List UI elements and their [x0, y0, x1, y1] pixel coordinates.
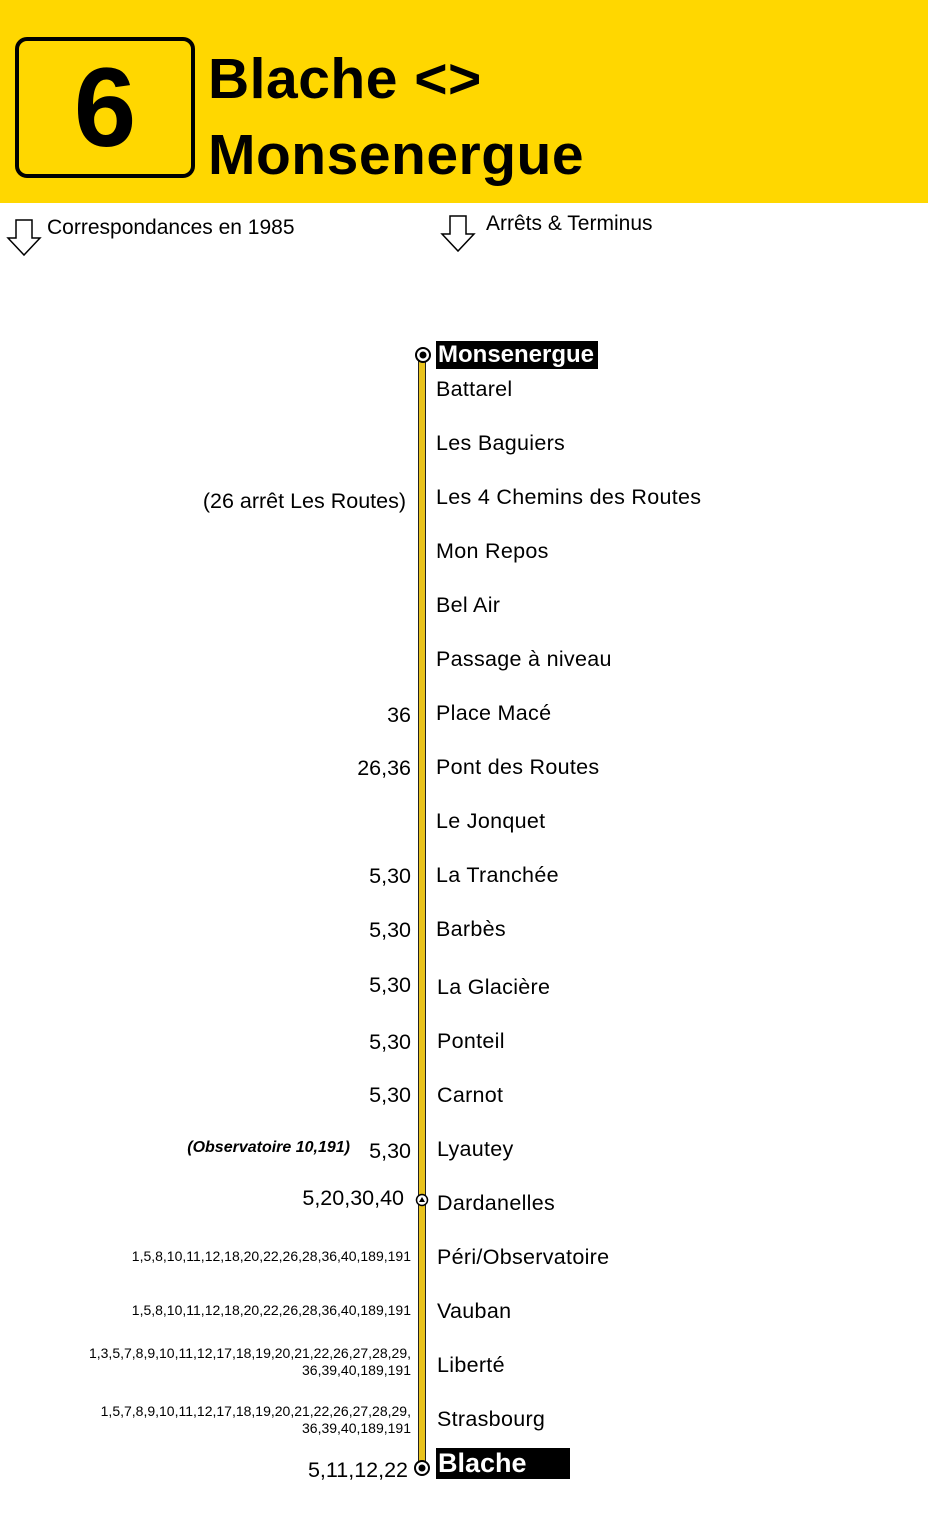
- stop-name: Mon Repos: [436, 539, 549, 563]
- route-line: [418, 354, 426, 1468]
- stop-name: Passage à niveau: [436, 647, 612, 671]
- route-title-line2: Monsenergue: [208, 123, 585, 187]
- stop-name: Dardanelles: [437, 1191, 556, 1215]
- stop-connections: (26 arrêt Les Routes): [202, 489, 406, 513]
- stop-name: Le Jonquet: [436, 809, 546, 833]
- down-arrow-icon: [440, 214, 476, 254]
- route-title-line1: Blache <>: [208, 47, 482, 111]
- stop-connections: 1,5,8,10,11,12,18,20,22,26,28,36,40,189,191: [131, 1302, 411, 1318]
- stop-connections: 26,36: [357, 756, 411, 780]
- hub-marker-icon: [415, 1193, 429, 1207]
- stop-connections: 5,30: [369, 918, 411, 942]
- stop-connections: 36: [387, 703, 411, 727]
- stop-connections: 5,30: [369, 973, 411, 997]
- stop-connections: 1,3,5,7,8,9,10,11,12,17,18,19,20,21,22,26,27,28,29,: [88, 1345, 411, 1361]
- terminus-marker-icon: [414, 346, 432, 364]
- stop-connections: 5,11,12,22: [307, 1458, 408, 1482]
- stop-connections: 5,30: [369, 1083, 411, 1107]
- stop-name: La Glacière: [437, 975, 551, 999]
- stop-connections: 5,30: [369, 1030, 411, 1054]
- terminus-marker-icon: [413, 1459, 431, 1477]
- down-arrow-icon: [6, 218, 42, 258]
- stop-name: Pont des Routes: [436, 755, 600, 779]
- stop-name: Liberté: [437, 1353, 505, 1377]
- stop-name: Barbès: [436, 917, 506, 941]
- stop-connections: 5,20,30,40: [302, 1186, 404, 1210]
- stop-name: Ponteil: [437, 1029, 505, 1053]
- line-number-badge: [15, 37, 195, 178]
- line-header: [0, 0, 928, 203]
- stop-name: Péri/Observatoire: [437, 1245, 610, 1269]
- stop-name: La Tranchée: [436, 863, 559, 887]
- stop-name: Vauban: [437, 1299, 512, 1323]
- stops-heading: Arrêts & Terminus: [486, 212, 653, 235]
- stop-name: Carnot: [437, 1083, 504, 1107]
- terminus-blache: Blache: [436, 1448, 570, 1479]
- stop-connections: 1,5,7,8,9,10,11,12,17,18,19,20,21,22,26,27,28,29,: [100, 1403, 411, 1419]
- connections-heading: Correspondances en 1985: [47, 216, 295, 239]
- stop-name: Strasbourg: [437, 1407, 546, 1431]
- stop-connections: 5,30: [369, 1139, 411, 1163]
- stop-name: Place Macé: [436, 701, 552, 725]
- stop-connections: 1,5,8,10,11,12,18,20,22,26,28,36,40,189,191: [131, 1248, 411, 1264]
- line-number: 6: [73, 44, 137, 170]
- stop-name: Battarel: [436, 377, 513, 401]
- stop-connections: 5,30: [369, 864, 411, 888]
- stop-connections-cont: 36,39,40,189,191: [302, 1420, 411, 1436]
- stop-name: Lyautey: [437, 1137, 514, 1161]
- stop-connections-cont: 36,39,40,189,191: [302, 1362, 411, 1378]
- stop-name: Les 4 Chemins des Routes: [436, 485, 702, 509]
- stop-note: (Observatoire 10,191): [187, 1139, 350, 1156]
- terminus-monsenergue: Monsenergue: [436, 341, 598, 369]
- stop-name: Les Baguiers: [436, 431, 566, 455]
- stop-name: Bel Air: [436, 593, 501, 617]
